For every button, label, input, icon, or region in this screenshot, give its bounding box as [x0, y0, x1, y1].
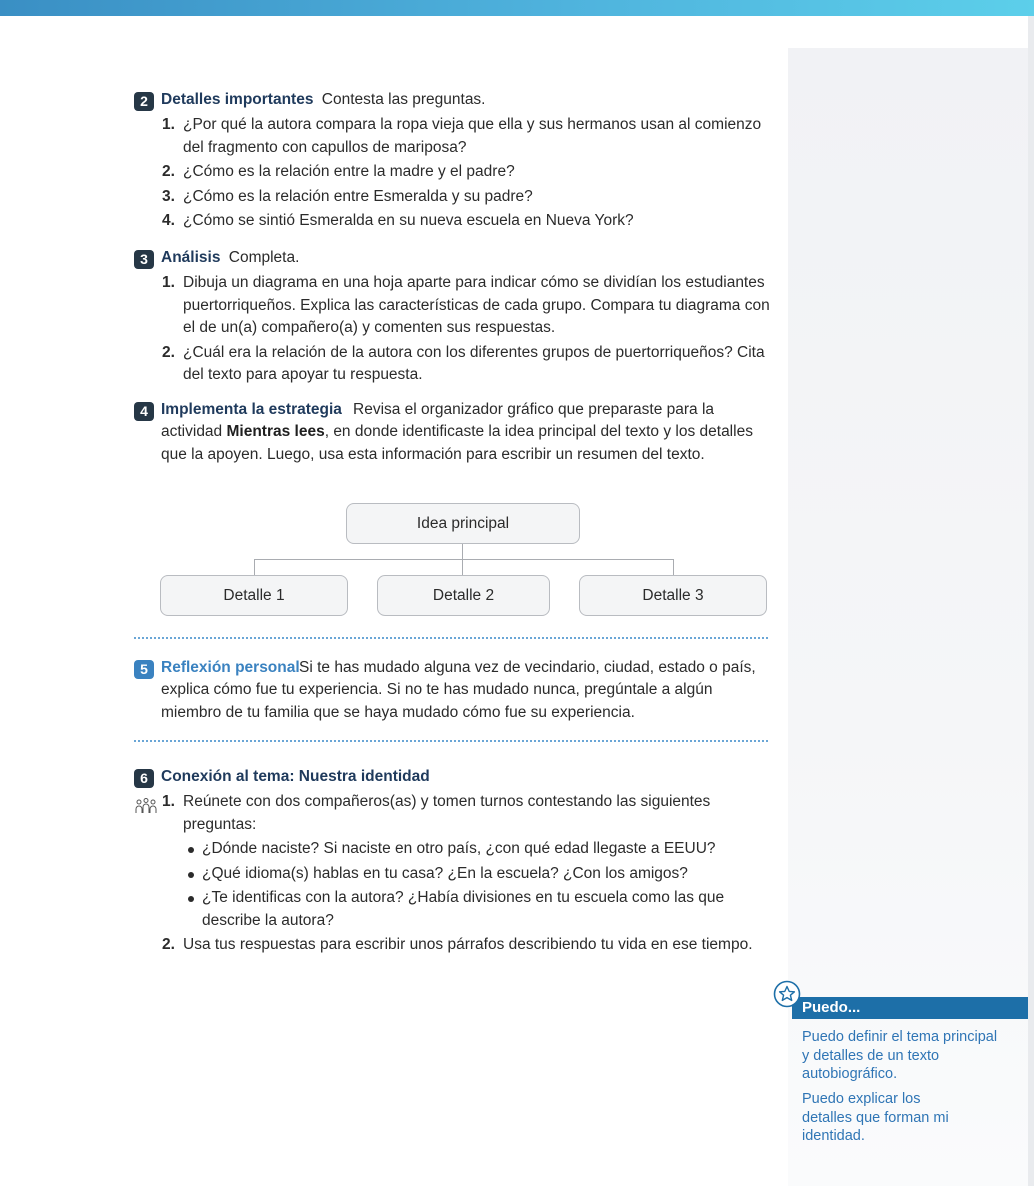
- page-edge: [1028, 16, 1034, 1186]
- section-5: [134, 657, 774, 724]
- puedo-item: Puedo definir el tema principal y detalles de un texto autobiográfico.: [802, 1029, 998, 1082]
- list-item: 2. ¿Cómo es la relación entre la madre y el padre?: [162, 163, 515, 180]
- section-2: [134, 89, 774, 235]
- section-4: [134, 399, 774, 466]
- connector-line: [254, 559, 255, 575]
- list-item: 1. Dibuja un diagrama en una hoja aparte para indicar cómo se dividían los estudiantes puertorriqueños. Explica las características de cada grupo. Compara tu diagrama con el de un(a) compañero(a) y comenten sus respuestas.: [162, 274, 770, 336]
- top-color-bar: [0, 0, 1034, 16]
- section-instruction: Completa.: [228, 249, 300, 266]
- section-instruction: Contesta las preguntas.: [321, 91, 486, 108]
- activity-list: [134, 791, 774, 836]
- connector-line: [462, 544, 463, 559]
- list-item: 1. Reúnete con dos compañeros(as) y tomen turnos contestando las siguientes preguntas:: [162, 793, 711, 833]
- section-2-heading: [134, 89, 774, 111]
- section-3: [134, 247, 774, 389]
- list-item: 1. ¿Por qué la autora compara la ropa vieja que ella y sus hermanos usan al comienzo del fragmento con capullos de mariposa?: [162, 116, 762, 156]
- section-title: Implementa la estrategia: [161, 401, 342, 418]
- section-title: Detalles importantes: [161, 91, 314, 108]
- detail-box-1: Detalle 1: [160, 575, 348, 616]
- section-title: Reflexión personal: [161, 659, 300, 676]
- section-6: [134, 766, 774, 959]
- people-icon: [134, 797, 158, 815]
- section-6-heading: [134, 766, 774, 788]
- bullet-item: ¿Qué idioma(s) hablas en tu casa? ¿En la escuela? ¿Con los amigos?: [134, 863, 774, 886]
- detail-box-2: Detalle 2: [377, 575, 550, 616]
- question-list: [134, 114, 774, 233]
- activity-list: [134, 934, 774, 957]
- puedo-title: Puedo...: [792, 997, 1028, 1019]
- section-number: 5: [134, 660, 154, 679]
- puedo-item: Puedo explicar los detalles que forman mi identidad.: [802, 1091, 949, 1144]
- list-item: 2. Usa tus respuestas para escribir unos párrafos describiendo tu vida en ese tiempo.: [162, 936, 753, 953]
- section-3-heading: [134, 247, 774, 269]
- star-icon: [773, 980, 801, 1008]
- divider: [134, 740, 768, 742]
- divider: [134, 637, 768, 639]
- section-title: Conexión al tema: Nuestra identidad: [161, 768, 430, 785]
- main-idea-box: Idea principal: [346, 503, 580, 544]
- list-item: 2. ¿Cuál era la relación de la autora con los diferentes grupos de puertorriqueños? Cita del texto para apoyar tu respuesta.: [162, 343, 765, 383]
- section-number: 6: [134, 769, 154, 788]
- connector-line: [673, 559, 674, 575]
- section-number: 3: [134, 250, 154, 269]
- connector-line: [254, 559, 674, 560]
- section-5-text: Si te has mudado alguna vez de vecindario, ciudad, estado o país, explica cómo fue tu experiencia. Si no te has mudado nunca, pregúntale a algún miembro de tu familia que se haya mudado cómo fue su experiencia.: [161, 658, 756, 721]
- bullet-list: [134, 838, 774, 932]
- question-list: [134, 272, 774, 387]
- detail-box-3: Detalle 3: [579, 575, 767, 616]
- list-item: 3. ¿Cómo es la relación entre Esmeralda y su padre?: [162, 187, 533, 205]
- bullet-item: ¿Dónde naciste? Si naciste en otro país, ¿con qué edad llegaste a EEUU?: [134, 838, 774, 861]
- list-item: 4. ¿Cómo se sintió Esmeralda en su nueva escuela en Nueva York?: [162, 212, 634, 229]
- section-4-text: Revisa el organizador gráfico que preparaste para la actividad Mientras lees, en donde identificaste la idea principal del texto y los detalles que la apoyen. Luego, usa esta información para escribir un resumen del texto.: [161, 400, 753, 463]
- bullet-item: ¿Te identificas con la autora? ¿Había divisiones en tu escuela como las que describe la autora?: [134, 887, 774, 932]
- connector-line: [462, 559, 463, 575]
- section-number: 4: [134, 402, 154, 421]
- section-title: Análisis: [161, 249, 221, 266]
- section-number: 2: [134, 92, 154, 111]
